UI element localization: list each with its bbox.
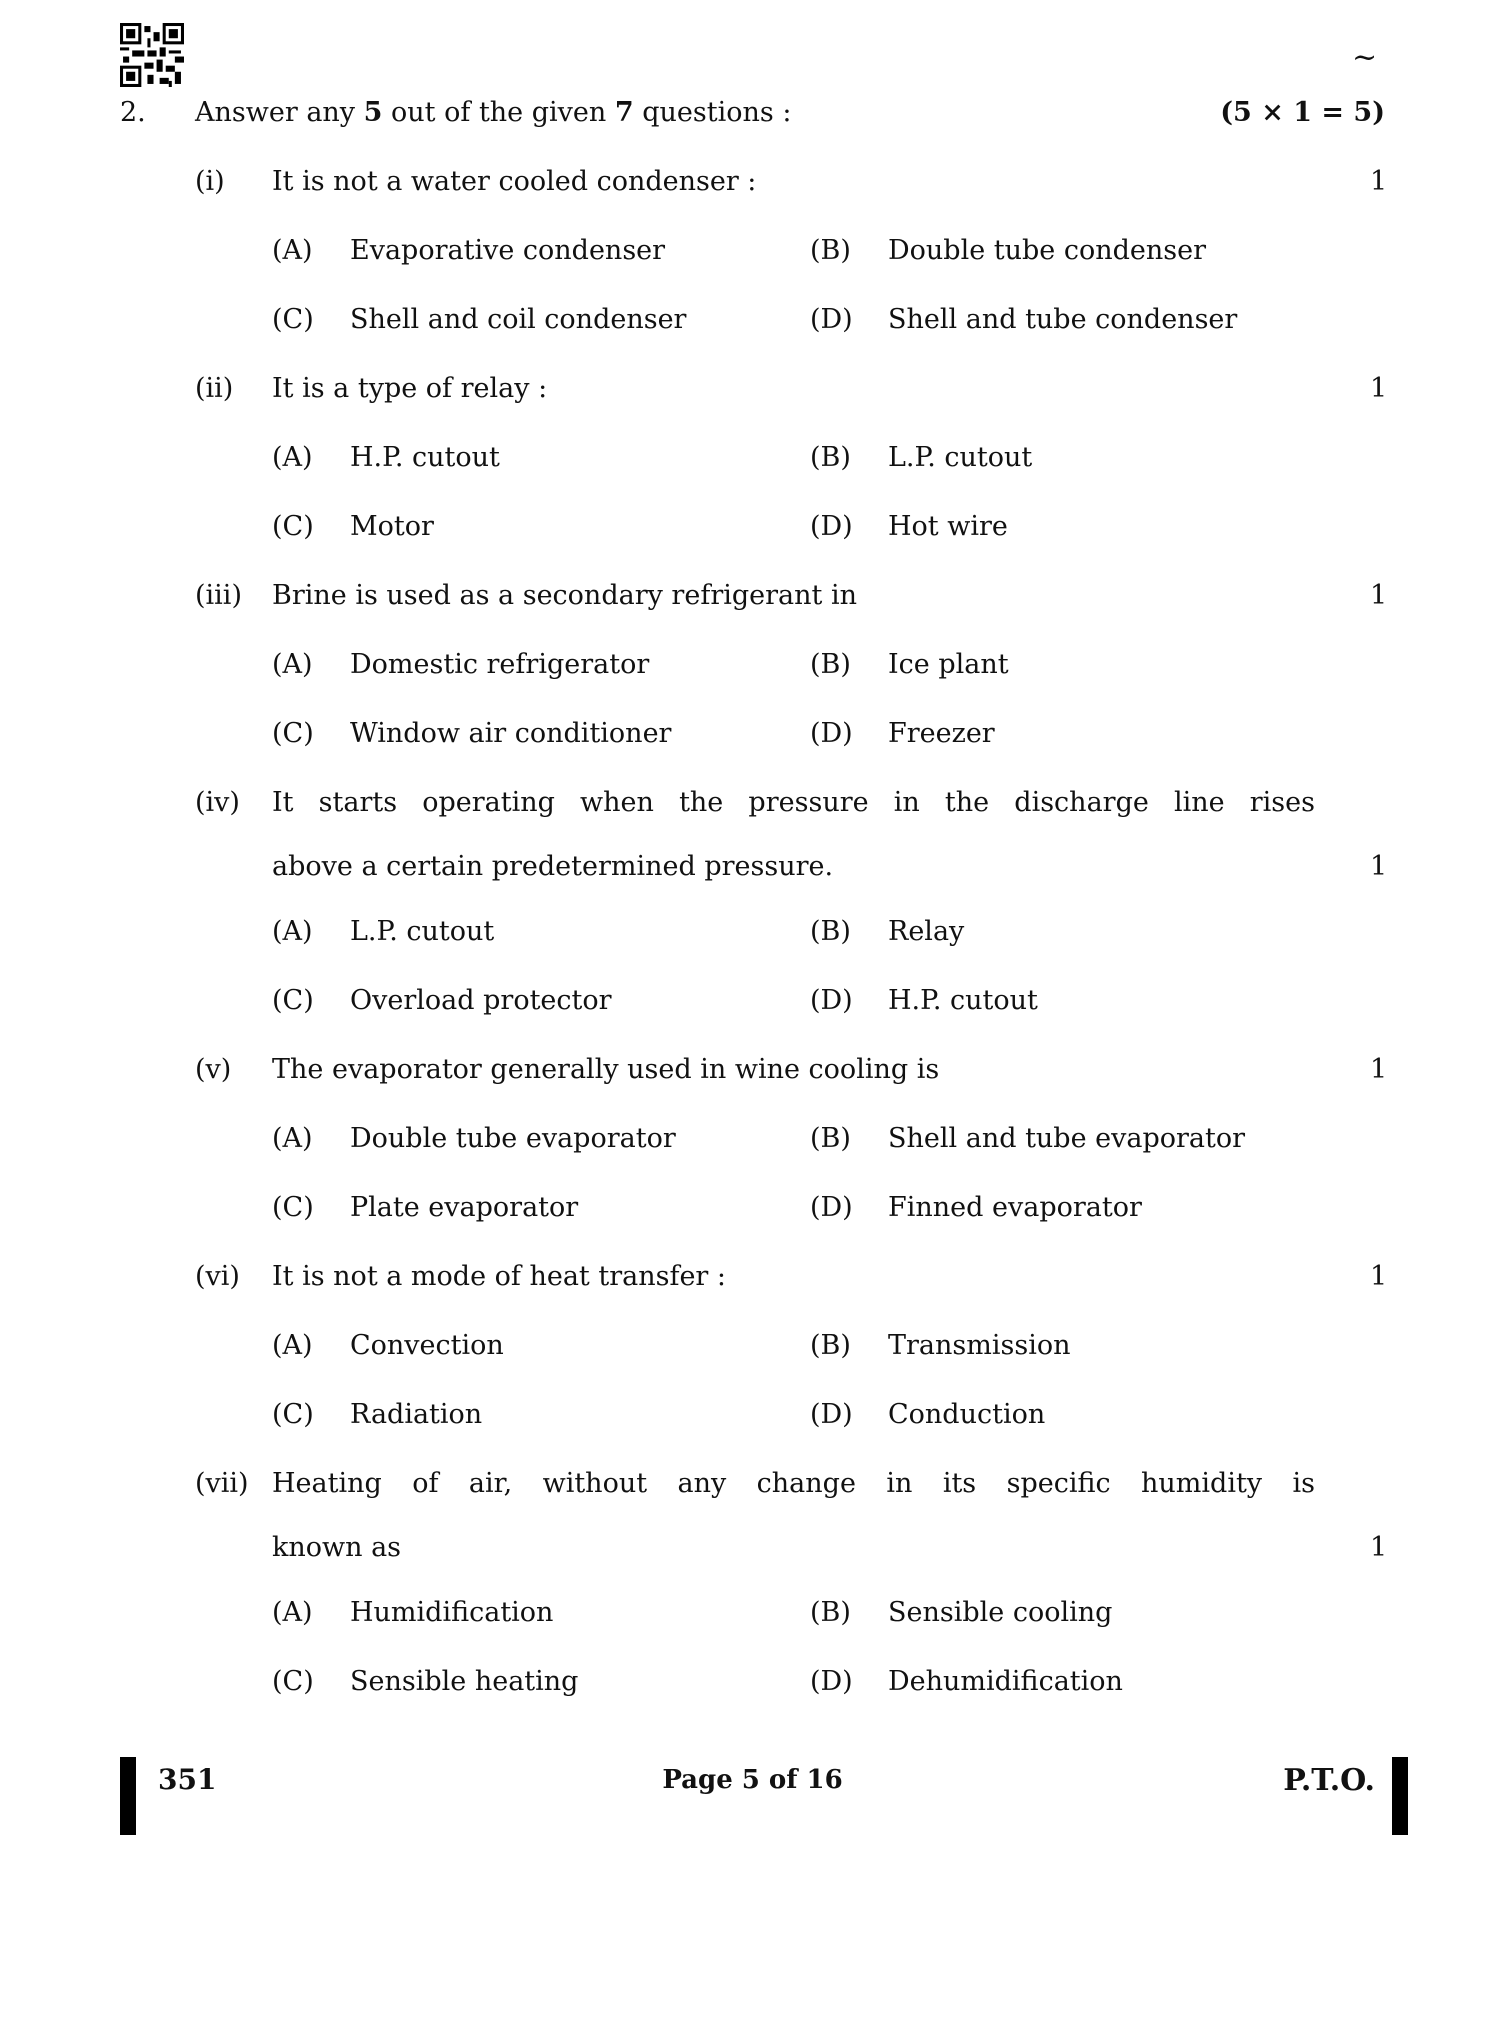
option-letter: (D) — [810, 511, 853, 542]
options-row — [0, 492, 1505, 561]
question-stem: Heating of air, without any change in its specific humidity is — [272, 1468, 1315, 1499]
option-text: Double tube condenser — [888, 235, 1207, 266]
question-marks: 1 — [1370, 1054, 1388, 1085]
option-text: Hot wire — [888, 511, 1008, 542]
option-text: Motor — [350, 511, 434, 542]
option-letter: (B) — [810, 442, 851, 473]
option-text: Humidification — [350, 1597, 554, 1628]
options-row — [0, 1311, 1505, 1380]
option-letter: (C) — [272, 1399, 314, 1430]
option-text: Shell and coil condenser — [350, 304, 687, 335]
question-stem: The evaporator generally used in wine cooling is — [272, 1054, 940, 1085]
option-letter: (D) — [810, 1192, 853, 1223]
options-row — [0, 1380, 1505, 1449]
option-text: Sensible heating — [350, 1666, 579, 1697]
instruction-text: questions : — [633, 97, 792, 128]
option-text: Evaporative condenser — [350, 235, 666, 266]
paper-code: 351 — [158, 1763, 217, 1796]
option-text: Ice plant — [888, 649, 1009, 680]
question-label: (iii) — [195, 580, 242, 611]
question-label: (vi) — [195, 1261, 240, 1292]
option-text: H.P. cutout — [350, 442, 500, 473]
question-stem-row — [0, 768, 1505, 837]
options-row — [0, 630, 1505, 699]
option-letter: (D) — [810, 1399, 853, 1430]
option-text: Double tube evaporator — [350, 1123, 676, 1154]
option-letter: (A) — [272, 442, 313, 473]
question-label: (vii) — [195, 1468, 249, 1499]
option-text: Transmission — [888, 1330, 1071, 1361]
question-stem-row — [0, 837, 1505, 897]
option-text: Radiation — [350, 1399, 483, 1430]
question-stem-row — [0, 354, 1505, 423]
options-row — [0, 1578, 1505, 1647]
please-turn-over: P.T.O. — [1283, 1763, 1375, 1798]
option-letter: (A) — [272, 1123, 313, 1154]
option-letter: (B) — [810, 1123, 851, 1154]
option-text: Conduction — [888, 1399, 1046, 1430]
question-item — [0, 354, 1505, 561]
option-letter: (A) — [272, 1330, 313, 1361]
option-letter: (A) — [272, 916, 313, 947]
question-item — [0, 1449, 1505, 1716]
option-letter: (A) — [272, 235, 313, 266]
question-marks: 1 — [1370, 580, 1388, 611]
instruction-total: 7 — [614, 97, 634, 128]
options-row — [0, 897, 1505, 966]
option-letter: (D) — [810, 1666, 853, 1697]
option-letter: (B) — [810, 235, 851, 266]
question-item — [0, 1035, 1505, 1242]
options-row — [0, 423, 1505, 492]
instruction — [195, 78, 791, 147]
options-row — [0, 1173, 1505, 1242]
question-item — [0, 147, 1505, 354]
question-marks: 1 — [1370, 1261, 1388, 1292]
option-text: L.P. cutout — [888, 442, 1033, 473]
section-header — [0, 78, 1505, 147]
question-marks: 1 — [1370, 166, 1388, 197]
option-text: Shell and tube evaporator — [888, 1123, 1246, 1154]
question-stem: It is not a water cooled condenser : — [272, 166, 757, 197]
question-stem: Brine is used as a secondary refrigerant in — [272, 580, 857, 611]
option-text: Freezer — [888, 718, 995, 749]
option-text: Domestic refrigerator — [350, 649, 650, 680]
option-letter: (D) — [810, 304, 853, 335]
question-stem: It starts operating when the pressure in the discharge line rises — [272, 787, 1315, 818]
corner-mark: ~ — [1352, 40, 1378, 75]
question-label: (i) — [195, 166, 225, 197]
question-item — [0, 768, 1505, 1035]
option-letter: (C) — [272, 511, 314, 542]
question-item — [0, 561, 1505, 768]
question-label: (v) — [195, 1054, 232, 1085]
option-letter: (B) — [810, 1330, 851, 1361]
option-text: Window air conditioner — [350, 718, 672, 749]
option-text: Relay — [888, 916, 965, 947]
option-text: Sensible cooling — [888, 1597, 1113, 1628]
option-text: L.P. cutout — [350, 916, 495, 947]
option-text: Convection — [350, 1330, 504, 1361]
option-text: Overload protector — [350, 985, 612, 1016]
option-letter: (B) — [810, 1597, 851, 1628]
question-stem-row — [0, 561, 1505, 630]
question-stem: known as — [272, 1532, 402, 1563]
option-letter: (C) — [272, 304, 314, 335]
option-letter: (C) — [272, 1666, 314, 1697]
question-marks: 1 — [1370, 1532, 1388, 1563]
question-label: (ii) — [195, 373, 234, 404]
option-text: Finned evaporator — [888, 1192, 1142, 1223]
instruction-count: 5 — [363, 97, 383, 128]
instruction-text: Answer any — [195, 97, 364, 128]
question-marks: 1 — [1370, 851, 1388, 882]
footer-bar-right — [1392, 1757, 1408, 1835]
question-stem-row — [0, 1449, 1505, 1518]
page-footer — [0, 1757, 1505, 1835]
options-row — [0, 216, 1505, 285]
question-stem-row — [0, 1242, 1505, 1311]
option-letter: (C) — [272, 718, 314, 749]
option-letter: (D) — [810, 985, 853, 1016]
option-letter: (B) — [810, 916, 851, 947]
page-number: Page 5 of 16 — [662, 1765, 843, 1795]
options-row — [0, 1647, 1505, 1716]
option-letter: (A) — [272, 1597, 313, 1628]
option-letter: (D) — [810, 718, 853, 749]
option-letter: (B) — [810, 649, 851, 680]
option-letter: (C) — [272, 985, 314, 1016]
option-text: Shell and tube condenser — [888, 304, 1238, 335]
question-section — [0, 78, 1505, 1716]
question-stem-row — [0, 147, 1505, 216]
question-marks: 1 — [1370, 373, 1388, 404]
question-stem-row — [0, 1035, 1505, 1104]
section-marks: (5 × 1 = 5) — [1220, 97, 1385, 128]
options-row — [0, 1104, 1505, 1173]
question-stem-row — [0, 1518, 1505, 1578]
option-letter: (A) — [272, 649, 313, 680]
options-row — [0, 285, 1505, 354]
option-text: H.P. cutout — [888, 985, 1038, 1016]
question-number: 2. — [120, 97, 146, 128]
options-row — [0, 699, 1505, 768]
instruction-text: out of the given — [382, 97, 615, 128]
option-text: Plate evaporator — [350, 1192, 579, 1223]
option-text: Dehumidification — [888, 1666, 1123, 1697]
question-label: (iv) — [195, 787, 240, 818]
question-stem: It is not a mode of heat transfer : — [272, 1261, 727, 1292]
question-item — [0, 1242, 1505, 1449]
option-letter: (C) — [272, 1192, 314, 1223]
question-stem: It is a type of relay : — [272, 373, 548, 404]
options-row — [0, 966, 1505, 1035]
question-stem: above a certain predetermined pressure. — [272, 851, 834, 882]
